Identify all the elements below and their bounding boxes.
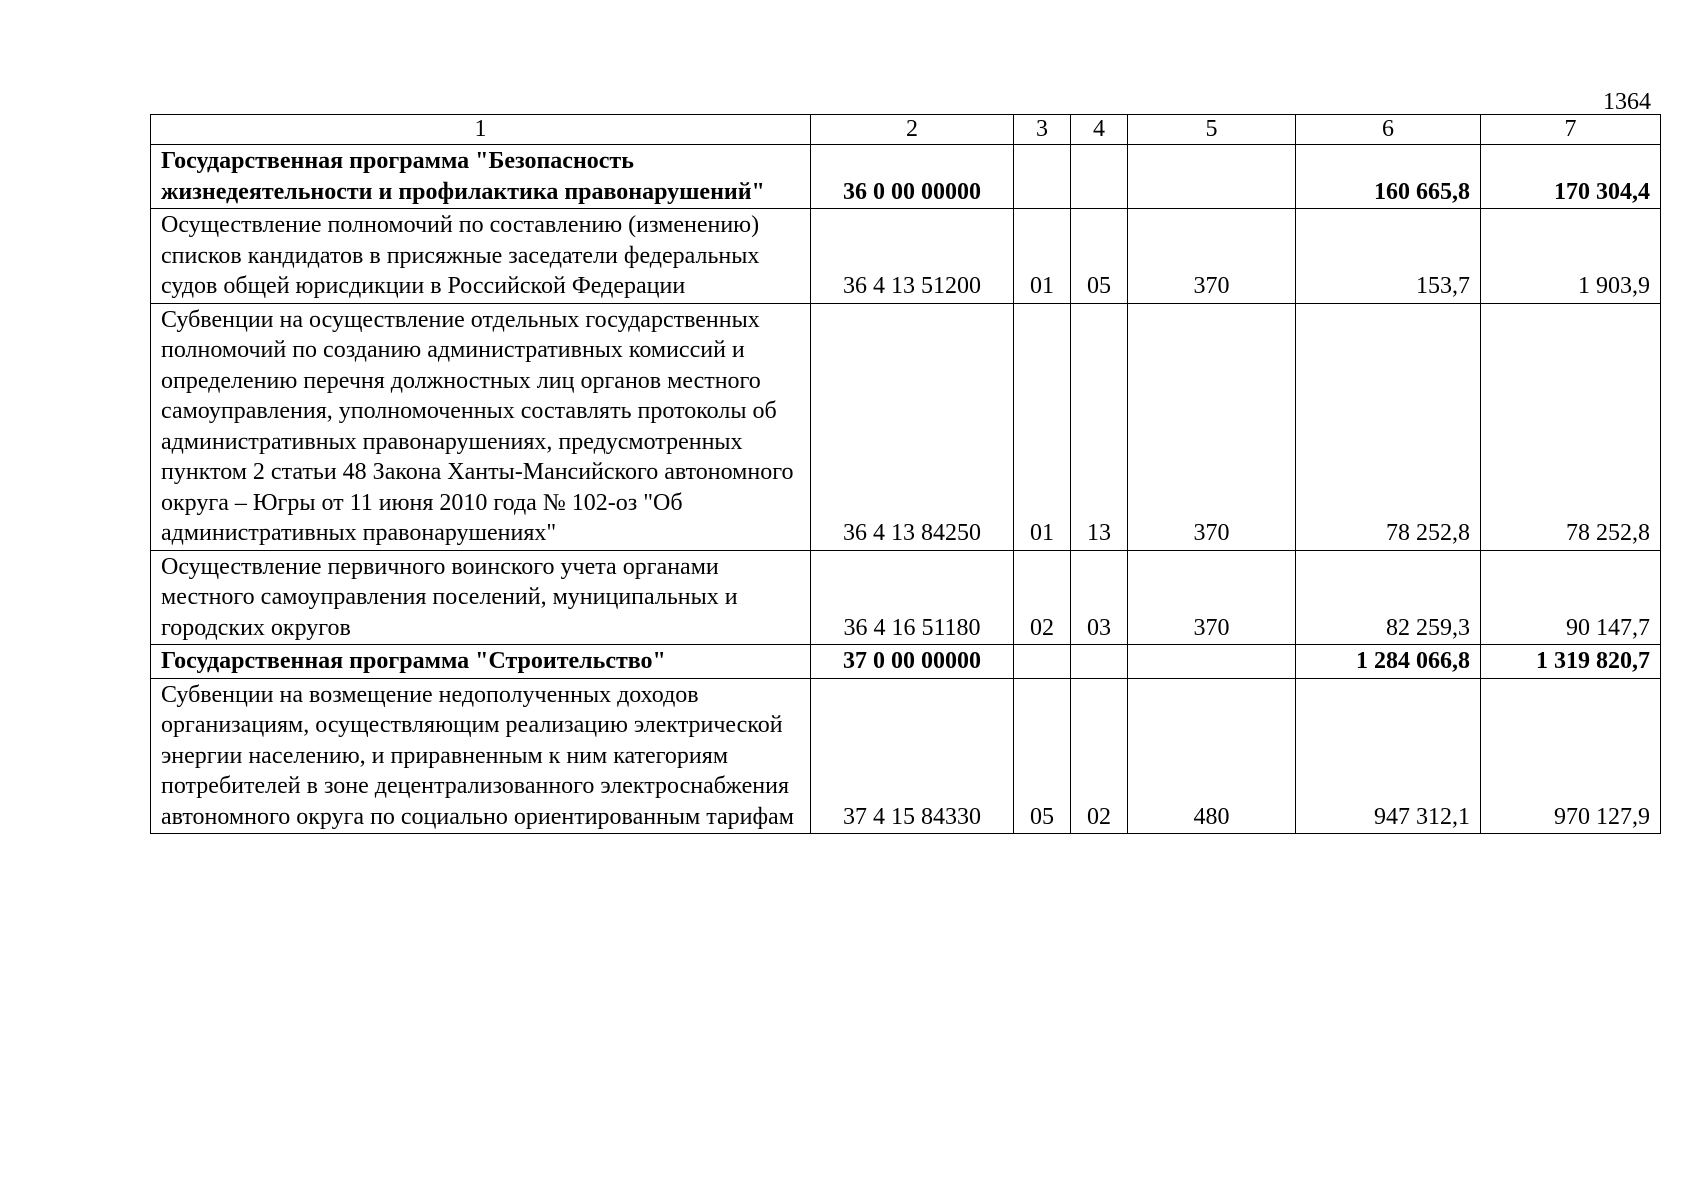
row-subsection: 05 <box>1071 209 1128 304</box>
row-expense-type <box>1128 145 1296 209</box>
column-number: 2 <box>811 115 1014 145</box>
row-subsection: 13 <box>1071 303 1128 550</box>
row-description: Государственная программа "Строительство" <box>151 645 811 679</box>
column-number: 4 <box>1071 115 1128 145</box>
row-description: Государственная программа "Безопасность жизнедеятельности и профилактика правонарушений" <box>151 145 811 209</box>
row-code: 37 4 15 84330 <box>811 678 1014 834</box>
row-description: Субвенции на возмещение недополученных доходов организациям, осуществляющим реализацию электрической энергии населению, и приравненным к ним категориям потребителей в зоне децентрализованного электроснабжения автономного округа по социально ориентированным тарифам <box>151 678 811 834</box>
row-section <box>1014 145 1071 209</box>
row-subsection: 02 <box>1071 678 1128 834</box>
row-section: 01 <box>1014 209 1071 304</box>
column-number: 5 <box>1128 115 1296 145</box>
row-code: 36 4 13 84250 <box>811 303 1014 550</box>
row-amount-7: 170 304,4 <box>1481 145 1661 209</box>
column-number: 1 <box>151 115 811 145</box>
row-amount-7: 90 147,7 <box>1481 550 1661 645</box>
row-description: Осуществление первичного воинского учета органами местного самоуправления поселений, муниципальных и городских округов <box>151 550 811 645</box>
row-expense-type: 370 <box>1128 209 1296 304</box>
row-amount-6: 160 665,8 <box>1296 145 1481 209</box>
row-section: 01 <box>1014 303 1071 550</box>
row-subsection <box>1071 645 1128 679</box>
row-amount-7: 1 319 820,7 <box>1481 645 1661 679</box>
row-amount-7: 78 252,8 <box>1481 303 1661 550</box>
table-row-program-safety <box>151 145 1661 209</box>
row-expense-type: 370 <box>1128 550 1296 645</box>
row-description: Осуществление полномочий по составлению (изменению) списков кандидатов в присяжные заседатели федеральных судов общей юрисдикции в Российской Федерации <box>151 209 811 304</box>
row-section <box>1014 645 1071 679</box>
row-amount-6: 78 252,8 <box>1296 303 1481 550</box>
row-expense-type: 370 <box>1128 303 1296 550</box>
row-amount-7: 970 127,9 <box>1481 678 1661 834</box>
row-amount-7: 1 903,9 <box>1481 209 1661 304</box>
table-row <box>151 303 1661 550</box>
row-expense-type: 480 <box>1128 678 1296 834</box>
row-description: Субвенции на осуществление отдельных государственных полномочий по созданию административных комиссий и определению перечня должностных лиц органов местного самоуправления, уполномоченных составлять протоколы об административных правонарушениях, предусмотренных пунктом 2 статьи 48 Закона Ханты-Мансийского автономного округа – Югры от 11 июня 2010 года № 102-оз "Об административных правонарушениях" <box>151 303 811 550</box>
table-row-program-construction <box>151 645 1661 679</box>
row-section: 02 <box>1014 550 1071 645</box>
row-amount-6: 82 259,3 <box>1296 550 1481 645</box>
table-row <box>151 550 1661 645</box>
table-row <box>151 209 1661 304</box>
table-row <box>151 678 1661 834</box>
page-number: 1364 <box>1603 89 1651 115</box>
row-code: 36 0 00 00000 <box>811 145 1014 209</box>
column-number: 3 <box>1014 115 1071 145</box>
column-number: 6 <box>1296 115 1481 145</box>
column-number-row <box>151 115 1661 145</box>
row-expense-type <box>1128 645 1296 679</box>
row-amount-6: 1 284 066,8 <box>1296 645 1481 679</box>
row-code: 36 4 16 51180 <box>811 550 1014 645</box>
row-subsection <box>1071 145 1128 209</box>
row-amount-6: 153,7 <box>1296 209 1481 304</box>
row-code: 36 4 13 51200 <box>811 209 1014 304</box>
row-subsection: 03 <box>1071 550 1128 645</box>
row-section: 05 <box>1014 678 1071 834</box>
row-amount-6: 947 312,1 <box>1296 678 1481 834</box>
column-number: 7 <box>1481 115 1661 145</box>
row-code: 37 0 00 00000 <box>811 645 1014 679</box>
budget-table <box>150 114 1661 834</box>
